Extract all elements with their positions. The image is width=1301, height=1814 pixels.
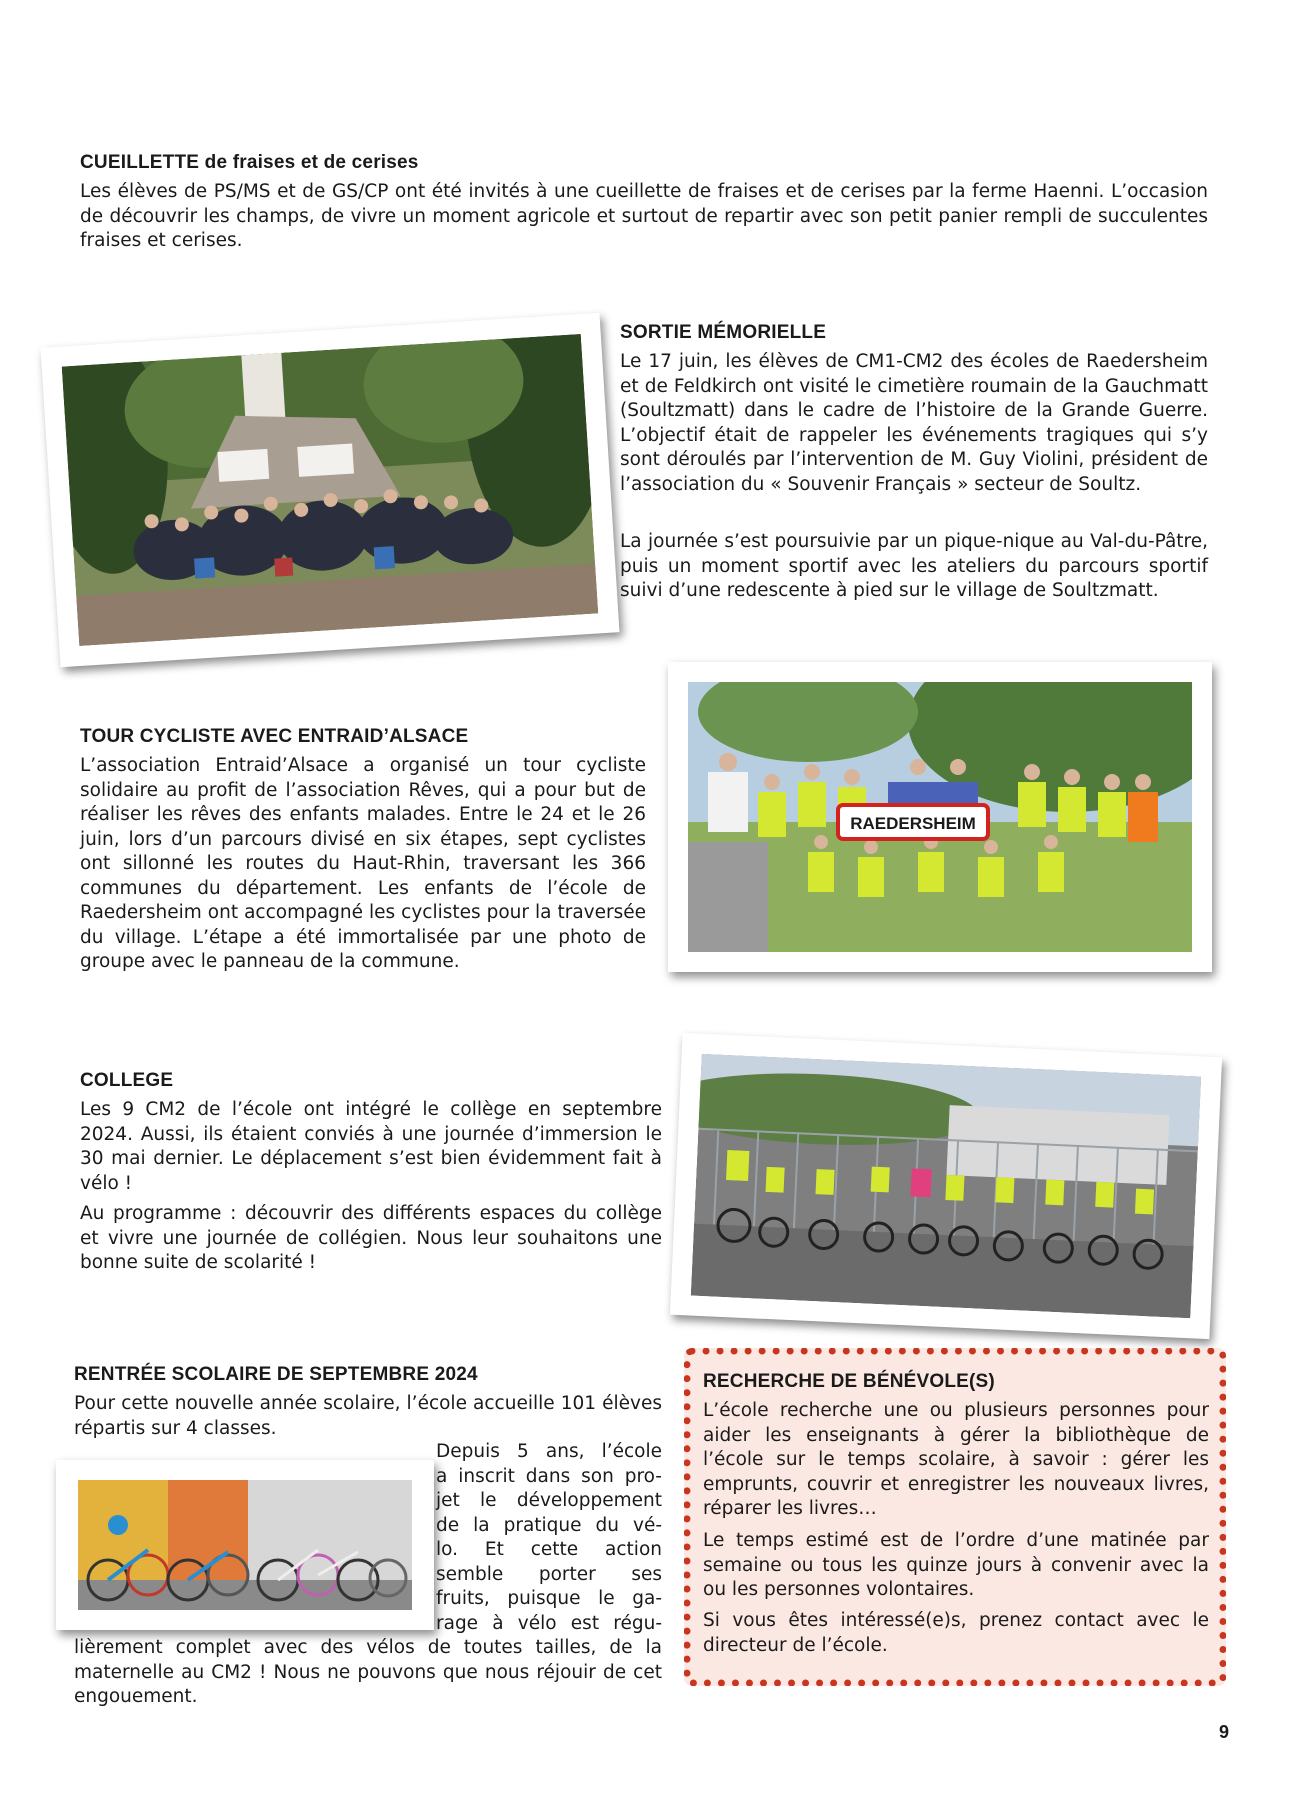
paragraph-benevole-3: Si vous êtes intéressé(e)s, prenez contact avec le directeur de l’école. [703,1610,1209,1656]
paragraph-college-2: Au programme : découvrir des différents espaces du collège et vivre une journée de collégien. Nous leur souhaitons une bonne suite de scolarité ! [80,1203,662,1273]
rentree-side-text [436,1440,662,1636]
paragraph-benevole-2: Le temps estimé est de l’ordre d’une matinée par semaine ou tous les quinze jours à convenir avec la ou les personnes volontaires. [703,1530,1209,1600]
photo-memorial-group [41,313,620,668]
volunteer-callout-box [684,1348,1226,1686]
rentree-line: semble porter ses [436,1563,662,1585]
village-sign-text: RAEDERSHEIM [850,814,976,833]
rentree-line: jet le développement [436,1490,662,1511]
paragraph-rentree-rest: lièrement complet avec des vélos de toutes tailles, de la maternelle au CM2 ! Nous ne pouvons que nous réjouir de cet engouement. [74,1637,662,1707]
photo-college-bikes [670,1033,1222,1339]
paragraph-memorielle-2: La journée s’est poursuivie par un pique-nique au Val-du-Pâtre, puis un moment sportif avec les ateliers du parcours sportif suivi d’une redescente à pied sur le village de Soultzmatt. [620,531,1208,601]
section-title-rentree: RENTRÉE SCOLAIRE DE SEPTEMBRE 2024 [74,1364,478,1385]
paragraph-cueillette: Les élèves de PS/MS et de GS/CP ont été invités à une cueillette de fraises et de cerises par la ferme Haenni. L’occasion de découvrir les champs, de vivre un moment agricole et surtout de repartir avec son petit panier rempli de succulentes fraises et cerises. [80,181,1208,251]
section-title-memorielle: SORTIE MÉMORIELLE [620,322,827,343]
rentree-line: lo. Et cette action [436,1539,662,1560]
photo-cycling-group [668,662,1212,972]
rentree-line: a inscrit dans son pro- [436,1465,662,1487]
paragraph-rentree-intro: Pour cette nouvelle année scolaire, l’école accueille 101 élèves répartis sur 4 classes. [74,1393,662,1439]
rentree-line: rage à vélo est régu- [436,1612,662,1634]
paragraph-college-1: Les 9 CM2 de l’école ont intégré le collège en septembre 2024. Aussi, ils étaient conviés à une journée d’immersion le 30 mai dernier. Le déplacement s’est bien évidemment fait à vélo ! [80,1099,662,1194]
photo-bike-garage [56,1460,434,1630]
paragraph-tour: L’association Entraid’Alsace a organisé un tour cycliste solidaire au profit de l’association Rêves, qui a pour but de réaliser les rêves des enfants malades. Entre le 24 et le 26 juin, lors d’un parcours divisé en six étapes, sept cyclistes ont sillonné les routes du Haut-Rhin, traversant les 366 communes du département. Les enfants de l’école de Raedersheim ont accompagné les cyclistes pour la traversée du village. L’étape a été immortalisée par une photo de groupe avec le panneau de la commune. [80,755,646,972]
section-title-cueillette: CUEILLETTE de fraises et de cerises [80,152,419,173]
rentree-line: de la pratique du vé- [436,1514,662,1536]
section-title-tour: TOUR CYCLISTE AVEC ENTRAID’ALSACE [80,726,469,747]
page-number: 9 [1218,1722,1229,1742]
rentree-line: fruits, puisque le ga- [436,1588,662,1609]
section-title-benevole: RECHERCHE DE BÉNÉVOLE(S) [703,1371,995,1392]
section-title-college: COLLEGE [80,1070,174,1091]
paragraph-memorielle-1: Le 17 juin, les élèves de CM1-CM2 des écoles de Raedersheim et de Feldkirch ont visité le cimetière roumain de la Gauchmatt (Soultzmatt) dans le cadre de l’histoire de la Grande Guerre. L’objectif était de rappeler les événements tragiques qui s’y sont déroulés par l’intervention de M. Guy Violini, président de l’association du « Souvenir Français » secteur de Soultz. [620,351,1208,495]
paragraph-benevole-1: L’école recherche une ou plusieurs personnes pour aider les enseignants à gérer la bibliothèque de l’école sur le temps scolaire, à savoir : gérer les emprunts, couvrir et enregistrer les nouveaux livres, réparer les livres… [703,1400,1209,1519]
rentree-line: Depuis 5 ans, l’école [436,1441,662,1462]
